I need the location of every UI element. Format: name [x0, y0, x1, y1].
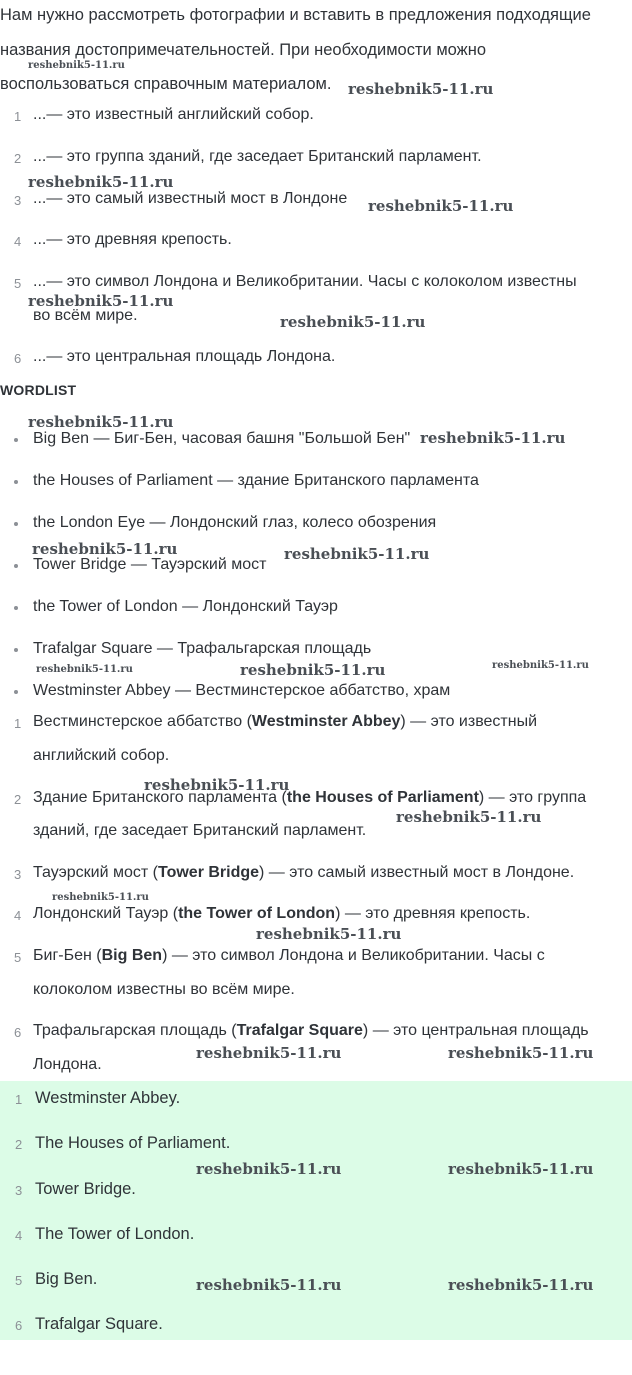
task-number: 5 — [14, 276, 22, 291]
task-number: 4 — [14, 234, 22, 249]
watermark: reshebnik5-11.ru — [28, 60, 125, 71]
watermark: reshebnik5-11.ru — [368, 197, 514, 215]
watermark: reshebnik5-11.ru — [32, 540, 178, 558]
bullet-icon — [14, 690, 18, 694]
task-item: ...— это центральная площадь Лондона. — [33, 348, 336, 365]
watermark: reshebnik5-11.ru — [240, 661, 386, 679]
short-answer-number: 1 — [15, 1092, 23, 1107]
watermark: reshebnik5-11.ru — [284, 545, 430, 563]
bullet-icon — [14, 606, 18, 610]
watermark: reshebnik5-11.ru — [448, 1044, 594, 1062]
intro-line-1: Нам нужно рассмотреть фотографии и вставить в предложения подходящие — [0, 6, 591, 24]
watermark: reshebnik5-11.ru — [196, 1276, 342, 1294]
watermark: reshebnik5-11.ru — [348, 80, 494, 98]
watermark: reshebnik5-11.ru — [52, 892, 149, 903]
task-item: ...— это древняя крепость. — [33, 231, 232, 248]
answer-item: Биг-Бен (Big Ben) — это символ Лондона и Великобритании. Часы с — [33, 947, 545, 964]
watermark: reshebnik5-11.ru — [28, 292, 174, 310]
short-answer-number: 3 — [15, 1183, 23, 1198]
answer-item: Лондонский Тауэр (the Tower of London) — это древняя крепость. — [33, 905, 531, 922]
watermark: reshebnik5-11.ru — [196, 1160, 342, 1178]
wordlist-item: the Tower of London — Лондонский Тауэр — [33, 598, 338, 615]
answer-item-continued: зданий, где заседает Британский парламент. — [33, 822, 367, 839]
answer-number: 2 — [14, 792, 22, 807]
wordlist-item: the London Eye — Лондонский глаз, колесо обозрения — [33, 514, 437, 531]
watermark: reshebnik5-11.ru — [448, 1276, 594, 1294]
watermark: reshebnik5-11.ru — [396, 808, 542, 826]
task-item: ...— это группа зданий, где заседает Британский парламент. — [33, 148, 482, 165]
bullet-icon — [14, 480, 18, 484]
short-answer-item: Big Ben. — [35, 1270, 98, 1288]
wordlist-item: Tower Bridge — Тауэрский мост — [33, 556, 267, 573]
watermark: reshebnik5-11.ru — [280, 313, 426, 331]
short-answer-number: 6 — [15, 1318, 23, 1333]
task-item: ...— это символ Лондона и Великобритании. Часы с колоколом известны — [33, 273, 577, 290]
bullet-icon — [14, 564, 18, 568]
watermark: reshebnik5-11.ru — [144, 776, 290, 794]
intro-line-2: названия достопримечательностей. При необходимости можно — [0, 41, 487, 59]
answer-item: Тауэрский мост (Tower Bridge) — это самый известный мост в Лондоне. — [33, 864, 575, 881]
answer-number: 6 — [14, 1025, 22, 1040]
watermark: reshebnik5-11.ru — [28, 173, 174, 191]
answer-item-continued: колоколом известны во всём мире. — [33, 981, 295, 998]
task-number: 6 — [14, 351, 22, 366]
task-item-continued: во всём мире. — [33, 307, 138, 324]
watermark: reshebnik5-11.ru — [36, 664, 133, 675]
short-answers-panel — [0, 1081, 632, 1340]
watermark: reshebnik5-11.ru — [256, 925, 402, 943]
wordlist-item: Big Ben — Биг-Бен, часовая башня "Большой Бен" — [33, 430, 411, 447]
answer-item: Трафальгарская площадь (Trafalgar Square) — это центральная площадь — [33, 1022, 589, 1039]
short-answer-item: Westminster Abbey. — [35, 1089, 181, 1107]
bullet-icon — [14, 438, 18, 442]
intro-line-3: воспользоваться справочным материалом. — [0, 75, 332, 93]
wordlist-heading: WORDLIST — [0, 382, 77, 398]
short-answer-item: The Tower of London. — [35, 1225, 195, 1243]
answer-item: Здание Британского парламента (the Houses of Parliament) — это группа — [33, 789, 587, 806]
watermark: reshebnik5-11.ru — [492, 660, 589, 671]
task-item: ...— это известный английский собор. — [33, 106, 314, 123]
task-number: 2 — [14, 151, 22, 166]
task-number: 3 — [14, 193, 22, 208]
bullet-icon — [14, 522, 18, 526]
bullet-icon — [14, 648, 18, 652]
wordlist-item: the Houses of Parliament — здание Британского парламента — [33, 472, 479, 489]
answer-number: 3 — [14, 867, 22, 882]
watermark: reshebnik5-11.ru — [448, 1160, 594, 1178]
task-item: ...— это самый известный мост в Лондоне — [33, 190, 348, 207]
answer-item-continued: Лондона. — [33, 1056, 102, 1073]
wordlist-item: Trafalgar Square — Трафальгарская площадь — [33, 640, 372, 657]
short-answer-item: Tower Bridge. — [35, 1180, 136, 1198]
watermark: reshebnik5-11.ru — [420, 429, 566, 447]
task-number: 1 — [14, 109, 22, 124]
short-answer-number: 2 — [15, 1137, 23, 1152]
answer-number: 5 — [14, 950, 22, 965]
short-answer-number: 4 — [15, 1228, 23, 1243]
answer-number: 4 — [14, 908, 22, 923]
short-answer-number: 5 — [15, 1273, 23, 1288]
watermark: reshebnik5-11.ru — [196, 1044, 342, 1062]
watermark: reshebnik5-11.ru — [28, 413, 174, 431]
answer-item: Вестминстерское аббатство (Westminster Abbey) — это известный — [33, 713, 538, 730]
short-answer-item: Trafalgar Square. — [35, 1315, 163, 1333]
answer-number: 1 — [14, 716, 22, 731]
wordlist-item: Westminster Abbey — Вестминстерское аббатство, храм — [33, 682, 451, 699]
answer-item-continued: английский собор. — [33, 747, 170, 764]
short-answer-item: The Houses of Parliament. — [35, 1134, 231, 1152]
